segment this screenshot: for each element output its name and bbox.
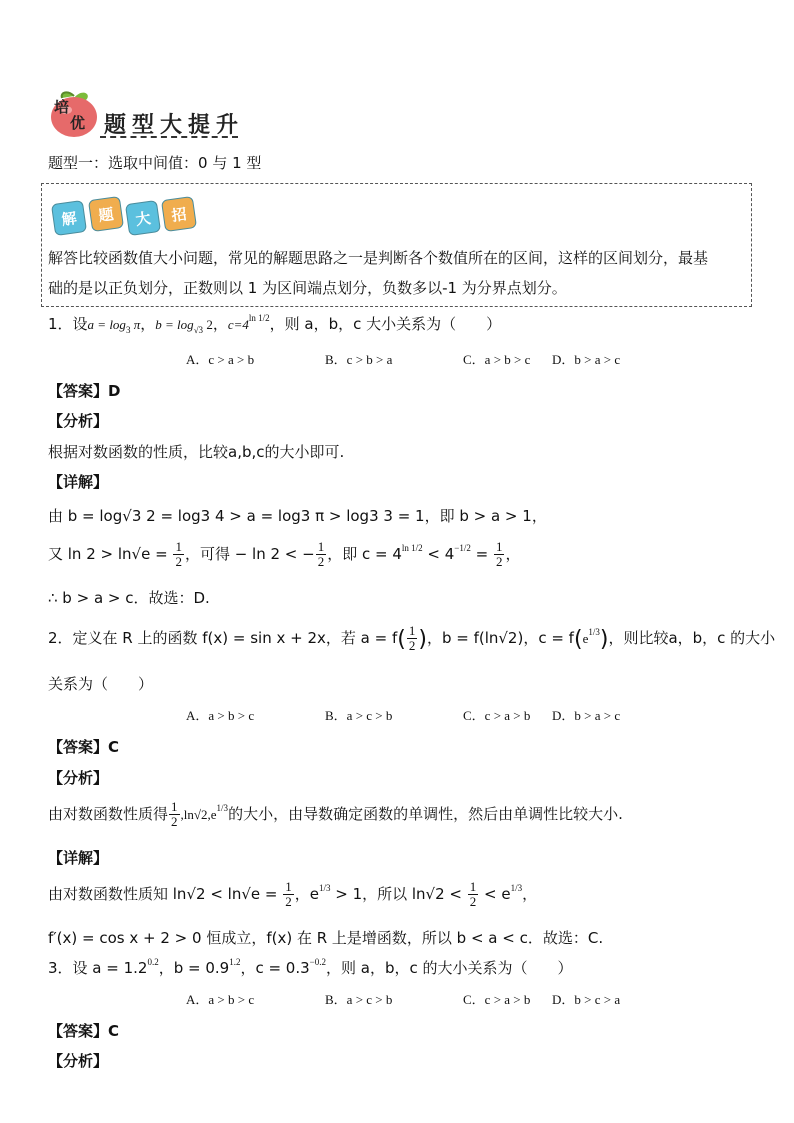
- tip-line-1: 解答比较函数值大小问题，常见的解题思路之一是判断各个数值所在的区间，这样的区间划分，最基: [48, 249, 709, 267]
- q3-choice-c[interactable]: C．c > a > b: [463, 992, 531, 1007]
- q2-answer: 【答案】C: [48, 738, 120, 756]
- q1-detail-2: 又 ln 2 > ln√e = $\frac{1}{2}$ ，可得 − ln 2 < − $\frac{1}{2}$ ，即 $c = 4^{ln 1/2} < 4^{-1/2}$ = $\frac{1}{2}$ ，: [48, 539, 521, 569]
- q3-choice-d[interactable]: D．b > c > a: [552, 992, 621, 1007]
- q3-choice-b[interactable]: B．a > c > b: [325, 992, 393, 1007]
- q1-choice-d[interactable]: D．b > a > c: [552, 352, 621, 367]
- tip-tile-2: 题: [88, 196, 124, 232]
- q3-analysis-label: 【分析】: [48, 1052, 109, 1070]
- q3-stem: 3．设 $a = 1.2^{0.2}$，$b = 0.9^{1.2}$，$c = 0.3^{-0.2}$，则 a，b，c 的大小关系为（ ）: [48, 957, 573, 977]
- q2-detail-1: 由对数函数性质知 ln√2 < ln√e = $\frac{1}{2}$ ，$e^{1/3} > 1$，所以 ln√2 < $\frac{1}{2}$ < $e^{1/3}$，: [48, 879, 538, 909]
- q1-analysis: 根据对数函数的性质，比较a,b,c的大小即可.: [48, 443, 345, 461]
- badge-top-char: 培: [54, 98, 70, 116]
- q1-stem: 1．设$a = \log_3 \pi$，$b = \log_{√3} 2$，$c=4^{ln 1/2}$，则 a，b，c 大小关系为（ ）: [48, 313, 502, 335]
- q1-answer: 【答案】D: [48, 382, 121, 400]
- q2-choice-d[interactable]: D．b > a > c: [552, 708, 621, 723]
- q2-analysis: 由对数函数性质得 $\frac{1}{2}$ $,\ln√2,e^{1/3}$的大小，由导数确定函数的单调性，然后由单调性比较大小.: [48, 799, 623, 829]
- q1-choice-a[interactable]: A．c > a > b: [186, 352, 255, 367]
- q1-choice-b[interactable]: B．c > b > a: [325, 352, 393, 367]
- tip-line-2: 础的是以正负划分，正数则以 1 为区间端点划分，负数多以-1 为分界点划分。: [48, 279, 567, 297]
- tip-tile-3: 大: [125, 200, 161, 236]
- q1-detail-label: 【详解】: [48, 473, 109, 491]
- q2-choice-c[interactable]: C．c > a > b: [463, 708, 531, 723]
- q2-stem-line1: 2．定义在 R 上的函数 f(x) = sin x + 2x，若 a = f( $\frac{1}{2}$ )，b = f(ln√2)，$c = f(e^{1/3})$，则比较a，b，c 的大小: [48, 623, 776, 653]
- page-title: 题型大提升: [104, 113, 245, 138]
- badge-bottom-char: 优: [70, 114, 86, 132]
- q2-detail-2: f′(x) = cos x + 2 > 0 恒成立，f(x) 在 R 上是增函数，所以 b < a < c．故选：C.: [48, 929, 604, 947]
- q1-detail-3: ∴ b > a > c．故选：D.: [48, 589, 210, 607]
- q2-detail-label: 【详解】: [48, 849, 109, 867]
- q1-choice-c[interactable]: C．a > b > c: [463, 352, 531, 367]
- section-heading: 题型一：选取中间值：0 与 1 型: [48, 154, 262, 172]
- title-underline: [100, 136, 238, 138]
- tip-tile-4: 招: [161, 196, 197, 232]
- q2-analysis-label: 【分析】: [48, 769, 109, 787]
- q2-choice-b[interactable]: B．a > c > b: [325, 708, 393, 723]
- q2-choice-a[interactable]: A．a > b > c: [186, 708, 255, 723]
- q1-detail-1: 由 b = log√3 2 = log3 4 > a = log3 π > log3 3 = 1，即 b > a > 1，: [48, 507, 547, 525]
- q3-answer: 【答案】C: [48, 1022, 120, 1040]
- q3-choice-a[interactable]: A．a > b > c: [186, 992, 255, 1007]
- tip-tile-1: 解: [51, 200, 87, 236]
- q2-stem-line2: 关系为（ ）: [48, 675, 154, 693]
- q1-analysis-label: 【分析】: [48, 412, 109, 430]
